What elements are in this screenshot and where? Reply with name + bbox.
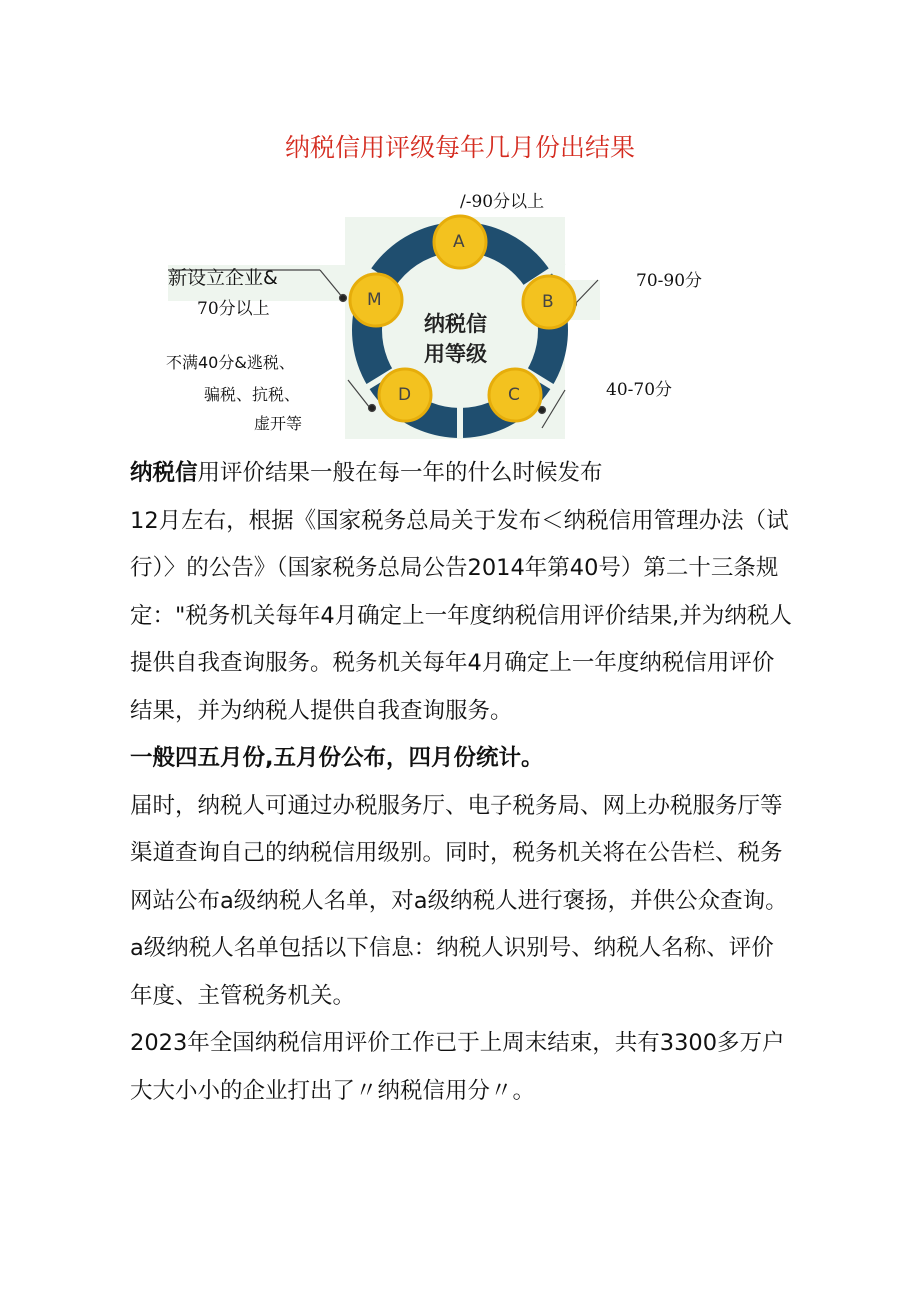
node-a-letter: A [453, 232, 465, 252]
paragraph-4: 2023年全国纳税信用评价工作已于上周末结束，共有3300多万户大大小小的企业打出了〃纳税信用分〃。 [130, 1030, 785, 1104]
label-a: /-90分以上 [460, 192, 545, 212]
label-d-line2: 骗税、抗税、 [204, 385, 301, 404]
label-d-line3: 虚开等 [254, 414, 303, 433]
section-heading [130, 450, 795, 498]
paragraph-2: 一般四五月份,五月份公布，四月份统计。 [130, 745, 544, 771]
node-b-letter: B [542, 292, 554, 312]
label-b: 70-90分 [636, 271, 703, 291]
center-text-line1: 纳税信 [424, 312, 487, 336]
label-m-line1: 新设立企业& [168, 267, 278, 289]
center-text-line2: 用等级 [424, 342, 487, 366]
article-body [130, 450, 795, 1115]
paragraph-3: 届时，纳税人可通过办税服务厅、电子税务局、网上办税服务厅等渠道查询自己的纳税信用级别。同时，税务机关将在公告栏、税务网站公布a级纳税人名单，对a级纳税人进行褒扬，并供公众查询。a级纳税人名单包括以下信息：纳税人识别号、纳税人名称、评价年度、主管税务机关。 [130, 792, 788, 1009]
label-d-line1: 不满40分&逃税、 [166, 353, 295, 372]
heading-rest: 用评价结果一般在每一年的什么时候发布 [197, 460, 603, 486]
paragraph-1: 12月左右，根据《国家税务总局关于发布＜纳税信用管理办法（试行）〉的公告》（国家税务总局公告2014年第40号）第二十三条规定："税务机关每年4月确定上一年度纳税信用评价结果,并为纳税人提供自我查询服务。税务机关每年4月确定上一年度纳税信用评价结果，并为纳税人提供自我查询服务。 [130, 507, 792, 724]
heading-bold-part: 纳税信 [130, 460, 198, 486]
page-title: 纳税信用评级每年几月份出结果 [284, 133, 635, 162]
node-d-letter: D [398, 385, 412, 405]
label-c: 40-70分 [606, 380, 673, 400]
node-c-letter: C [508, 385, 520, 405]
credit-rating-diagram [160, 180, 720, 442]
label-m-line2: 70分以上 [197, 299, 270, 319]
node-m-letter: M [367, 290, 382, 310]
